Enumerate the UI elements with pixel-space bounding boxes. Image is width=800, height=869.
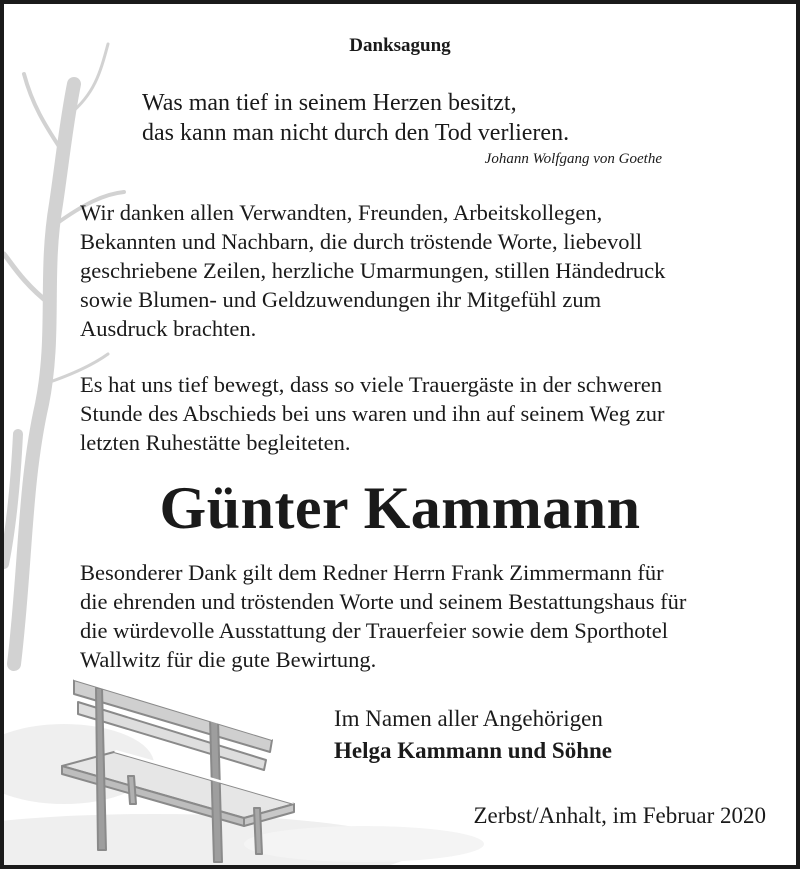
paragraph-line: Es hat uns tief bewegt, dass so viele Trauergäste in der schweren	[80, 372, 662, 397]
paragraph-line: Wallwitz für die gute Bewirtung.	[80, 647, 377, 672]
paragraph-line: die ehrenden und tröstenden Worte und seinem Bestattungshaus für	[80, 589, 687, 614]
deceased-name: Günter Kammann	[159, 475, 641, 541]
paragraph-line: geschriebene Zeilen, herzliche Umarmungen, stillen Händedruck	[80, 258, 666, 283]
paragraph-line: die würdevolle Ausstattung der Trauerfeier sowie dem Sporthotel	[80, 618, 669, 643]
paragraph-line: Stunde des Abschieds bei uns waren und ihn auf seinem Weg zur	[80, 401, 665, 426]
quote-line: das kann man nicht durch den Tod verlieren.	[142, 120, 570, 146]
paragraph-line: Besonderer Dank gilt dem Redner Herrn Frank Zimmermann für	[80, 560, 664, 585]
signoff-names: Helga Kammann und Söhne	[334, 738, 612, 763]
paragraph-line: letzten Ruhestätte begleiteten.	[80, 430, 351, 455]
heading: Danksagung	[349, 35, 451, 56]
place-date: Zerbst/Anhalt, im Februar 2020	[473, 803, 766, 828]
paragraph-line: Wir danken allen Verwandten, Freunden, Arbeitskollegen,	[80, 200, 603, 225]
paragraph-line: sowie Blumen- und Geldzuwendungen ihr Mitgefühl zum	[80, 287, 602, 312]
special-thanks-paragraph	[80, 558, 686, 674]
thanks-paragraph	[80, 198, 665, 343]
paragraph-line: Ausdruck brachten.	[80, 316, 257, 341]
quote-author: Johann Wolfgang von Goethe	[484, 151, 662, 167]
signoff-line: Im Namen aller Angehörigen	[334, 706, 603, 731]
paragraph-line: Bekannten und Nachbarn, die durch tröstende Worte, liebevoll	[80, 229, 642, 254]
mourners-paragraph	[80, 370, 665, 457]
quote-line: Was man tief in seinem Herzen besitzt,	[142, 90, 517, 116]
